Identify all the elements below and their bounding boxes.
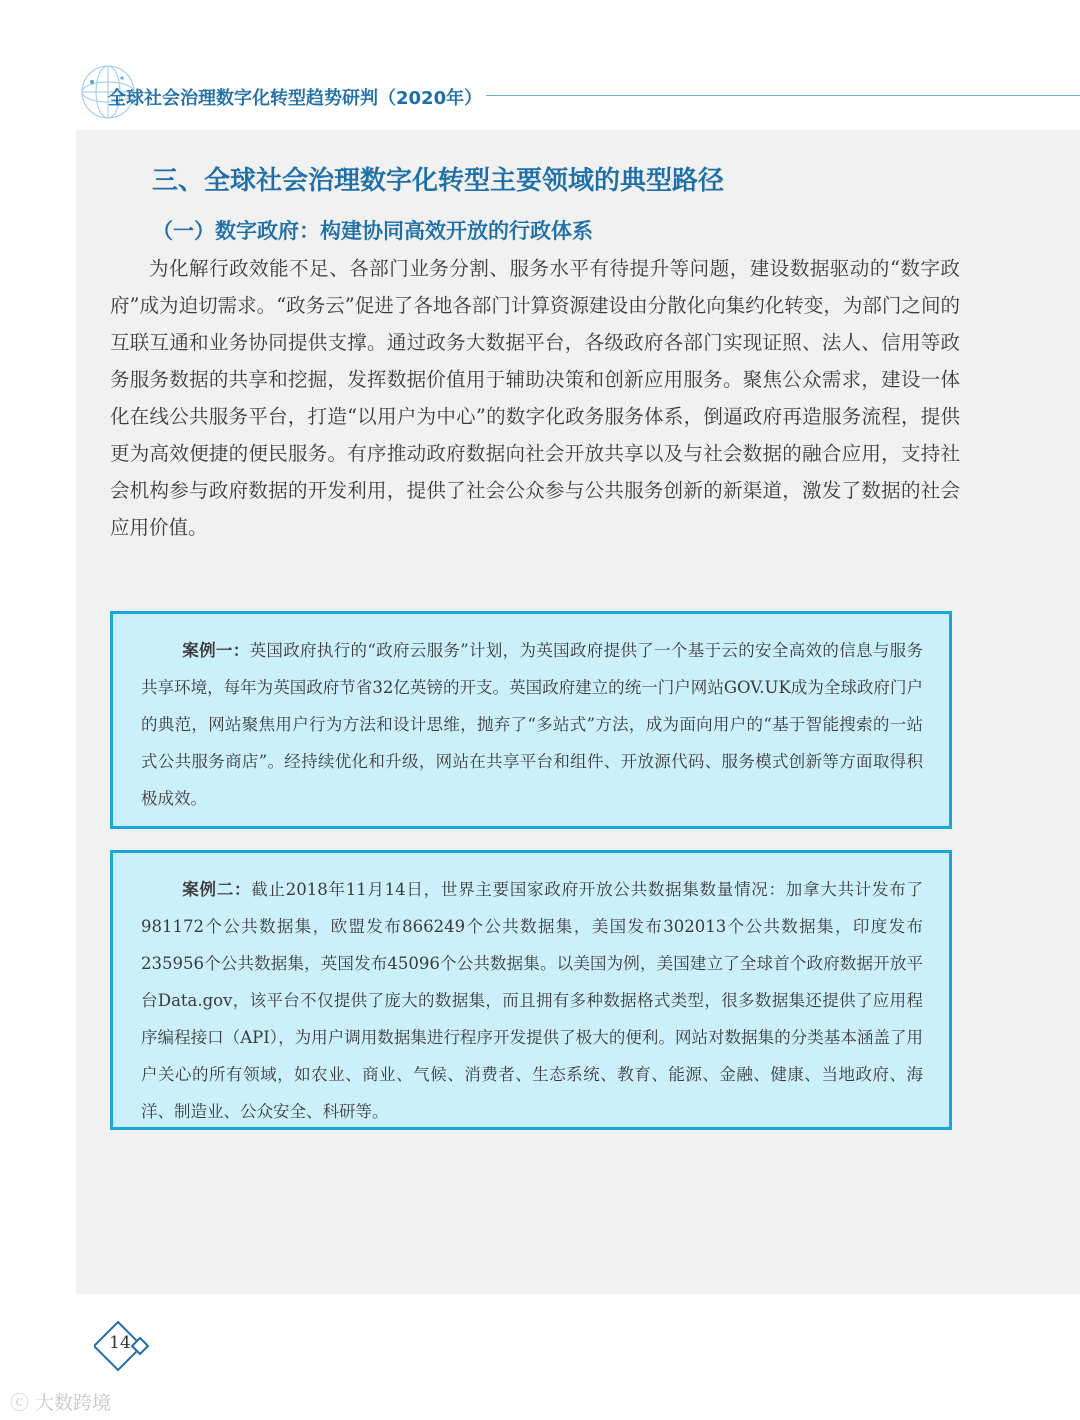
case-box-1 <box>110 611 952 829</box>
body-paragraph: 为化解行政效能不足、各部门业务分割、服务水平有待提升等问题，建设数据驱动的“数字政府”成为迫切需求。“政务云”促进了各地各部门计算资源建设由分散化向集约化转变，为部门之间的互联互通和业务协同提供支撑。通过政务大数据平台，各级政府各部门实现证照、法人、信用等政务服务数据的共享和挖掘，发挥数据价值用于辅助决策和创新应用服务。聚焦公众需求，建设一体化在线公共服务平台，打造“以用户为中心”的数字化政务服务体系，倒逼政府再造服务流程，提供更为高效便捷的便民服务。有序推动政府数据向社会开放共享以及与社会数据的融合应用，支持社会机构参与政府数据的开发利用，提供了社会公众参与公共服务创新的新渠道，激发了数据的社会应用价值。 <box>110 257 960 539</box>
page-number: 14 <box>109 1333 131 1353</box>
case-2-label: 案例二： <box>182 880 252 899</box>
case-2-body: 截止2018年11月14日，世界主要国家政府开放公共数据集数量情况：加拿大共计发布了981172个公共数据集，欧盟发布866249个公共数据集，美国发布302013个公共数据集，印度发布235956个公共数据集，英国发布45096个公共数据集。以美国为例，美国建立了全球首个政府数据开放平台Data.gov，该平台不仅提供了庞大的数据集，而且拥有多种数据格式类型，很多数据集还提供了应用程序编程接口（API），为用户调用数据集进行程序开发提供了极大的便利。网站对数据集的分类基本涵盖了用户关心的所有领域，如农业、商业、气候、消费者、生态系统、教育、能源、金融、健康、当地政府、海洋、制造业、公众安全、科研等。 <box>141 880 924 1121</box>
watermark <box>10 1388 111 1415</box>
header-divider <box>486 95 1080 96</box>
watermark-text: 大数跨境 <box>35 1392 112 1414</box>
case-1-body: 英国政府执行的“政府云服务”计划，为英国政府提供了一个基于云的安全高效的信息与服务共享环境，每年为英国政府节省32亿英镑的开支。英国政府建立的统一门户网站GOV.UK成为全球政府门户的典范，网站聚焦用户行为方法和设计思维，抛弃了“多站式”方法，成为面向用户的“基于智能搜索的一站式公共服务商店”。经持续优化和升级，网站在共享平台和组件、开放源代码、服务模式创新等方面取得积极成效。 <box>141 641 924 808</box>
page-header <box>78 62 1008 122</box>
case-1-text <box>141 632 923 817</box>
case-1-label: 案例一： <box>182 641 250 660</box>
subsection-title: （一）数字政府：构建协同高效开放的行政体系 <box>152 219 593 243</box>
case-2-text <box>141 871 923 1130</box>
watermark-logo-icon: ⓒ <box>10 1392 36 1414</box>
case-box-2 <box>110 850 952 1130</box>
section-title: 三、全球社会治理数字化转型主要领域的典型路径 <box>152 166 725 196</box>
header-title: 全球社会治理数字化转型趋势研判（2020年） <box>108 88 483 109</box>
